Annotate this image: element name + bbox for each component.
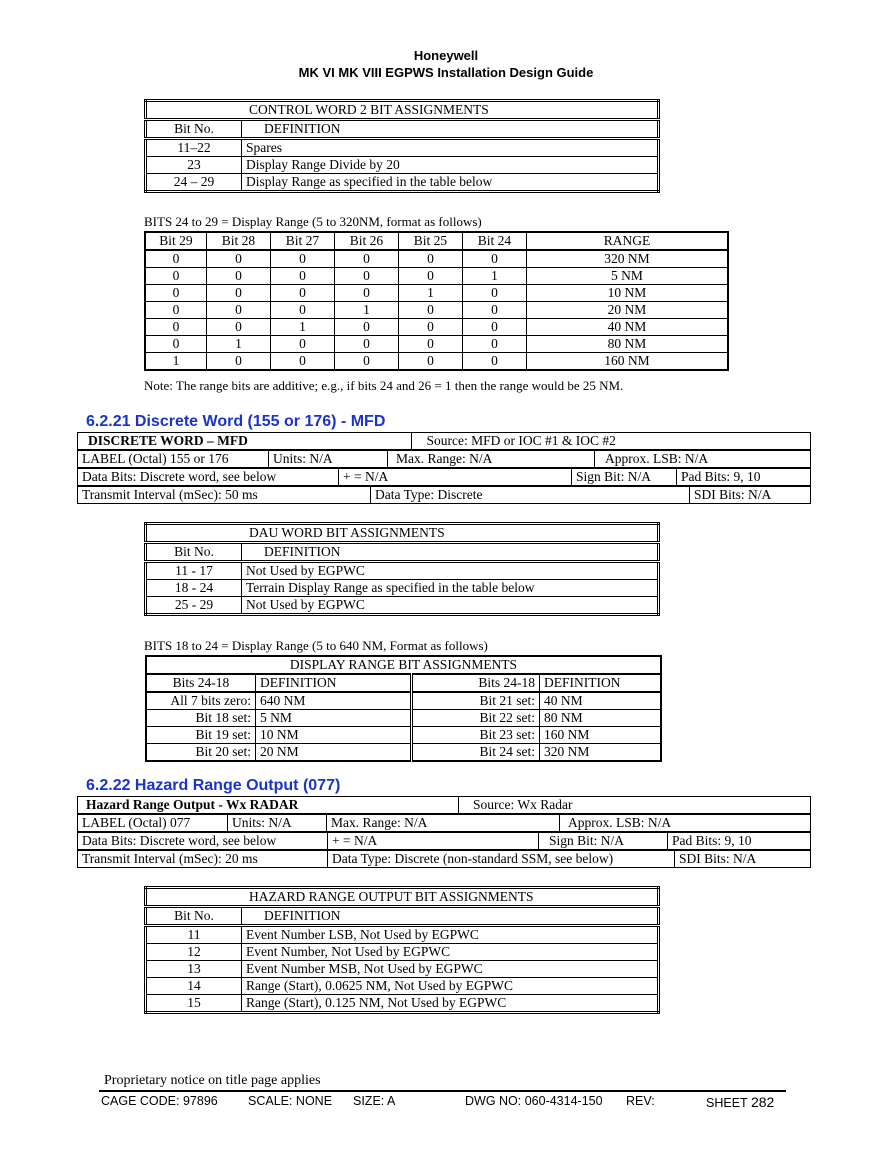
plus-equals: + = N/A (328, 833, 539, 850)
proprietary-notice: Proprietary notice on title page applies (104, 1073, 321, 1088)
word-name: Hazard Range Output - Wx RADAR (78, 797, 459, 814)
section-heading-hazard-range: 6.2.22 Hazard Range Output (077) (86, 777, 341, 794)
table-title: CONTROL WORD 2 BIT ASSIGNMENTS (146, 101, 659, 120)
table-title: DAU WORD BIT ASSIGNMENTS (146, 524, 659, 543)
footer-rule (99, 1090, 786, 1092)
hazard-range-output-table (144, 886, 660, 1014)
table-row: 18 - 24 Terrain Display Range as specified in the table below (146, 580, 659, 597)
interval-row (77, 486, 811, 504)
label-definition-table (77, 432, 811, 450)
table-row: 23 Display Range Divide by 20 (146, 157, 659, 174)
sheet-label: SHEET (706, 1096, 748, 1110)
pad-bits: Pad Bits: 9, 10 (668, 833, 811, 850)
table-row: 0 0 0 0 1 0 10 NM (145, 285, 728, 302)
table-title: HAZARD RANGE OUTPUT BIT ASSIGNMENTS (146, 888, 659, 907)
col-header-definition: DEFINITION (540, 674, 662, 692)
col-header-bit: Bit No. (146, 120, 242, 139)
col-header-bits: Bits 24-18 (146, 674, 256, 692)
plus-equals: + = N/A (339, 469, 572, 486)
size: SIZE: A (353, 1094, 396, 1108)
table-row: 25 - 29 Not Used by EGPWC (146, 597, 659, 615)
table-row: 0 0 0 0 0 0 320 NM (145, 250, 728, 268)
sdi-bits: SDI Bits: N/A (675, 851, 811, 868)
table-title: DISPLAY RANGE BIT ASSIGNMENTS (146, 656, 661, 674)
approx-lsb: Approx. LSB: N/A (595, 451, 811, 468)
table-row: 11–22 Spares (146, 139, 659, 157)
label-octal: LABEL (Octal) 155 or 176 (78, 451, 269, 468)
header-title: MK VI MK VIII EGPWS Installation Design Guide (298, 65, 594, 80)
cage-code: CAGE CODE: 97896 (101, 1094, 218, 1108)
sign-bit: Sign Bit: N/A (539, 833, 668, 850)
table-row: All 7 bits zero: 640 NM Bit 21 set: 40 NM (146, 692, 661, 710)
data-bits-row (77, 468, 811, 486)
max-range: Max. Range: N/A (327, 815, 560, 832)
table-row: 12 Event Number, Not Used by EGPWC (146, 944, 659, 961)
display-range-intro: BITS 18 to 24 = Display Range (5 to 640 NM, Format as follows) (144, 638, 488, 653)
section-heading-discrete-word: 6.2.21 Discrete Word (155 or 176) - MFD (86, 413, 386, 430)
table-row: Bit 20 set: 20 NM Bit 24 set: 320 NM (146, 744, 661, 762)
table-row: 11 - 17 Not Used by EGPWC (146, 562, 659, 580)
table-row: 11 Event Number LSB, Not Used by EGPWC (146, 926, 659, 944)
table-row: 15 Range (Start), 0.125 NM, Not Used by EGPWC (146, 995, 659, 1013)
pad-bits: Pad Bits: 9, 10 (677, 469, 811, 486)
sheet-number: 282 (750, 1094, 775, 1110)
range-intro: BITS 24 to 29 = Display Range (5 to 320NM, format as follows) (144, 214, 482, 229)
data-bits: Data Bits: Discrete word, see below (78, 469, 339, 486)
col-header: Bit 28 (207, 232, 271, 250)
scale: SCALE: NONE (248, 1094, 333, 1108)
header-company: Honeywell (413, 48, 479, 63)
col-header-definition: DEFINITION (256, 674, 412, 692)
col-header-bit: Bit No. (146, 543, 242, 562)
data-type: Data Type: Discrete (371, 487, 690, 504)
sheet (706, 1094, 774, 1110)
word-source: Source: Wx Radar (459, 797, 811, 814)
drawing-number: DWG NO: 060-4314-150 (465, 1094, 603, 1108)
col-header: Bit 27 (271, 232, 335, 250)
word-name: DISCRETE WORD – MFD (78, 433, 412, 450)
data-type: Data Type: Discrete (non-standard SSM, see below) (328, 851, 675, 868)
hazard-interval-row (77, 850, 811, 868)
table-row: 1 0 0 0 0 0 160 NM (145, 353, 728, 371)
table-row: 13 Event Number MSB, Not Used by EGPWC (146, 961, 659, 978)
dau-word-table (144, 522, 660, 616)
col-header-bit: Bit No. (146, 907, 242, 926)
col-header-definition: DEFINITION (242, 907, 659, 926)
word-source: Source: MFD or IOC #1 & IOC #2 (412, 433, 811, 450)
col-header-definition: DEFINITION (242, 120, 659, 139)
hazard-label-row (77, 814, 811, 832)
revision: REV: (626, 1094, 655, 1108)
table-row: Bit 18 set: 5 NM Bit 22 set: 80 NM (146, 710, 661, 727)
sign-bit: Sign Bit: N/A (572, 469, 677, 486)
col-header: RANGE (527, 232, 729, 250)
col-header: Bit 25 (399, 232, 463, 250)
col-header-bits: Bits 24-18 (412, 674, 540, 692)
transmit-interval: Transmit Interval (mSec): 50 ms (78, 487, 371, 504)
range-note: Note: The range bits are additive; e.g., if bits 24 and 26 = 1 then the range would be 25 NM. (144, 378, 624, 393)
col-header: Bit 24 (463, 232, 527, 250)
col-header-definition: DEFINITION (242, 543, 659, 562)
table-row: 24 – 29 Display Range as specified in the table below (146, 174, 659, 192)
units: Units: N/A (228, 815, 327, 832)
display-range-table (145, 655, 662, 762)
table-row: 0 0 0 0 0 1 5 NM (145, 268, 728, 285)
table-row: 0 0 0 1 0 0 20 NM (145, 302, 728, 319)
hazard-data-bits-row (77, 832, 811, 850)
col-header: Bit 29 (145, 232, 207, 250)
label-row (77, 450, 811, 468)
table-row: Bit 19 set: 10 NM Bit 23 set: 160 NM (146, 727, 661, 744)
data-bits: Data Bits: Discrete word, see below (78, 833, 328, 850)
control-word-2-table (144, 99, 660, 193)
table-row: 14 Range (Start), 0.0625 NM, Not Used by EGPWC (146, 978, 659, 995)
max-range: Max. Range: N/A (388, 451, 595, 468)
transmit-interval: Transmit Interval (mSec): 20 ms (78, 851, 328, 868)
hazard-label-definition-table (77, 796, 811, 814)
label-octal: LABEL (Octal) 077 (78, 815, 228, 832)
units: Units: N/A (269, 451, 388, 468)
approx-lsb: Approx. LSB: N/A (560, 815, 811, 832)
table-row: 0 0 1 0 0 0 40 NM (145, 319, 728, 336)
sdi-bits: SDI Bits: N/A (690, 487, 811, 504)
table-row: 0 1 0 0 0 0 80 NM (145, 336, 728, 353)
col-header: Bit 26 (335, 232, 399, 250)
range-bits-table (144, 231, 729, 371)
